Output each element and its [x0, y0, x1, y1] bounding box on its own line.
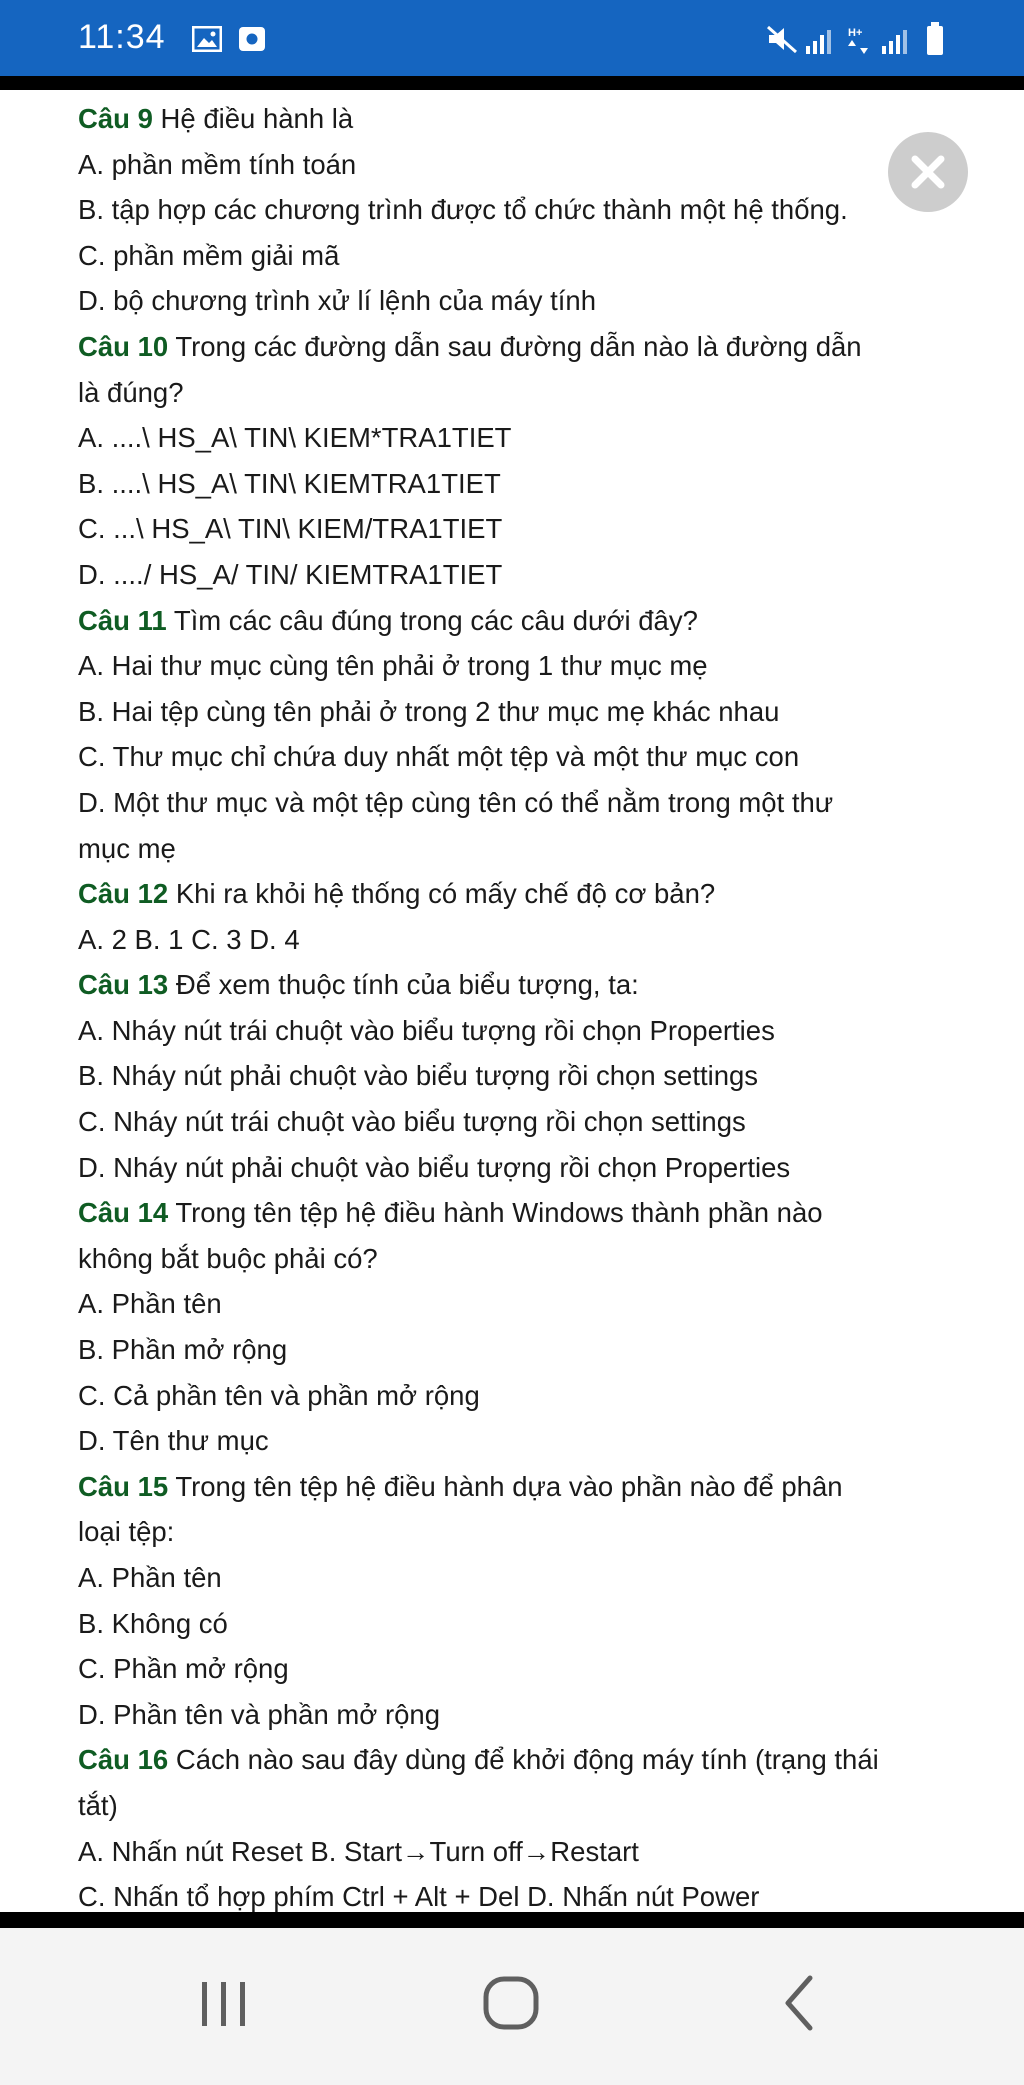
- line-text: A. Hai thư mục cùng tên phải ở trong 1 thư mục mẹ: [78, 650, 708, 682]
- answer-line: [78, 1099, 958, 1145]
- line-text: B. Phần mở rộng: [78, 1334, 288, 1366]
- signal-icon: [804, 30, 834, 59]
- question-label: Câu 9: [78, 103, 153, 134]
- line-text: C. Nháy nút trái chuột vào biểu tượng rồi chọn settings: [78, 1106, 746, 1138]
- line-text: mục mẹ: [78, 832, 176, 864]
- line-text: D. Nháy nút phải chuột vào biểu tượng rồi chọn Properties: [78, 1151, 791, 1183]
- line-text: D. Tên thư mục: [78, 1425, 269, 1457]
- line-text: A. Nhấn nút Reset B. Start→Turn off→Restart: [78, 1835, 639, 1867]
- close-icon: [888, 132, 968, 212]
- answer-line: [78, 142, 958, 188]
- question-line: [78, 324, 958, 370]
- back-icon: [748, 1958, 858, 2048]
- answer-line: [78, 917, 958, 963]
- recent-apps-icon: [170, 1958, 280, 2048]
- recent-apps-button[interactable]: [170, 1958, 280, 2048]
- answer-line: [78, 278, 958, 324]
- question-text: Trong các đường dẫn sau đường dẫn nào là đường dẫn: [168, 330, 862, 362]
- line-text: C. Nhấn tổ hợp phím Ctrl + Alt + Del D. Nhấn nút Power: [78, 1881, 760, 1913]
- home-button[interactable]: [456, 1958, 566, 2048]
- line-text: C. phần mềm giải mã: [78, 239, 340, 271]
- line-text: D. Phần tên và phần mở rộng: [78, 1698, 440, 1730]
- answer-line: [78, 415, 958, 461]
- question-line: [78, 962, 958, 1008]
- bottom-divider: [0, 1912, 1024, 1928]
- answer-line: [78, 1281, 958, 1327]
- line-text: C. Thư mục chỉ chứa duy nhất một tệp và một thư mục con: [78, 741, 800, 773]
- answer-line: [78, 1327, 958, 1373]
- answer-line: [78, 233, 958, 279]
- question-line: [78, 598, 958, 644]
- answer-line: [78, 1236, 958, 1282]
- question-line: [78, 96, 958, 142]
- status-time: 11:34: [78, 18, 166, 56]
- question-label: Câu 12: [78, 878, 169, 910]
- line-text: không bắt buộc phải có?: [78, 1242, 378, 1274]
- line-text: A. 2 B. 1 C. 3 D. 4: [78, 923, 300, 955]
- battery-icon: [926, 22, 944, 61]
- answer-line: [78, 1601, 958, 1647]
- answer-line: [78, 461, 958, 507]
- question-label: Câu 11: [78, 604, 167, 636]
- close-button[interactable]: [888, 132, 968, 212]
- line-text: C. Phần mở rộng: [78, 1653, 289, 1685]
- question-label: Câu 14: [78, 1197, 169, 1229]
- question-line: [78, 1464, 958, 1510]
- question-text: Trong tên tệp hệ điều hành dựa vào phần nào để phân: [168, 1470, 843, 1502]
- line-text: tắt): [78, 1789, 118, 1821]
- answer-line: [78, 187, 958, 233]
- question-label: Câu 15: [78, 1470, 169, 1502]
- answer-line: [78, 1555, 958, 1601]
- question-label: Câu 13: [78, 969, 169, 1001]
- answer-line: [78, 1008, 958, 1054]
- question-text: Tìm các câu đúng trong các câu dưới đây?: [166, 604, 698, 636]
- line-text: B. Hai tệp cùng tên phải ở trong 2 thư mục mẹ khác nhau: [78, 695, 780, 727]
- answer-line: [78, 1145, 958, 1191]
- answer-line: [78, 1783, 958, 1829]
- line-text: A. Phần tên: [78, 1288, 222, 1320]
- image-icon: [192, 26, 222, 57]
- line-text: C. ...\ HS_A\ TIN\ KIEM/TRA1TIET: [78, 513, 503, 545]
- svg-text:H+: H+: [848, 27, 863, 39]
- line-text: loại tệp:: [78, 1516, 175, 1548]
- answer-line: [78, 1692, 958, 1738]
- question-text: Hệ điều hành là: [152, 103, 354, 134]
- question-text: Khi ra khỏi hệ thống có mấy chế độ cơ bản?: [168, 878, 716, 910]
- document-page: [78, 96, 958, 1920]
- home-icon: [456, 1958, 566, 2048]
- line-text: D. ..../ HS_A/ TIN/ KIEMTRA1TIET: [78, 558, 503, 590]
- answer-line: [78, 1373, 958, 1419]
- line-text: D. Một thư mục và một tệp cùng tên có thể nằm trong một thư: [78, 786, 834, 818]
- answer-line: [78, 689, 958, 735]
- question-line: [78, 1737, 958, 1783]
- line-text: là đúng?: [78, 376, 184, 408]
- line-text: D. bộ chương trình xử lí lệnh của máy tính: [78, 285, 597, 317]
- answer-line: [78, 1829, 958, 1875]
- signal-2-icon: [880, 30, 910, 59]
- line-text: A. Nháy nút trái chuột vào biểu tượng rồi chọn Properties: [78, 1014, 775, 1046]
- question-label: Câu 10: [78, 330, 169, 362]
- status-bar: [0, 0, 1024, 76]
- back-button[interactable]: [748, 1958, 858, 2048]
- line-text: B. Không có: [78, 1607, 228, 1639]
- data-arrows-icon: [846, 24, 872, 61]
- answer-line: [78, 1053, 958, 1099]
- question-text: Cách nào sau đây dùng để khởi động máy tính (trạng thái: [168, 1744, 879, 1776]
- answer-line: [78, 1418, 958, 1464]
- line-text: A. phần mềm tính toán: [78, 148, 357, 180]
- mute-icon: [766, 24, 800, 59]
- line-text: B. ....\ HS_A\ TIN\ KIEMTRA1TIET: [78, 467, 501, 499]
- line-text: B. tập hợp các chương trình được tổ chức thành một hệ thống.: [78, 194, 848, 226]
- top-divider: [0, 76, 1024, 90]
- answer-line: [78, 734, 958, 780]
- question-line: [78, 871, 958, 917]
- answer-line: [78, 826, 958, 872]
- question-text: Trong tên tệp hệ điều hành Windows thành phần nào: [168, 1197, 823, 1229]
- navigation-bar: [0, 1928, 1024, 2085]
- line-text: B. Nháy nút phải chuột vào biểu tượng rồi chọn settings: [78, 1060, 759, 1092]
- answer-line: [78, 370, 958, 416]
- line-text: A. ....\ HS_A\ TIN\ KIEM*TRA1TIET: [78, 422, 512, 454]
- answer-line: [78, 1509, 958, 1555]
- line-text: C. Cả phần tên và phần mở rộng: [78, 1379, 480, 1411]
- question-text: Để xem thuộc tính của biểu tượng, ta:: [168, 969, 639, 1001]
- answer-line: [78, 1646, 958, 1692]
- camera-icon: [238, 26, 266, 57]
- answer-line: [78, 506, 958, 552]
- question-line: [78, 1190, 958, 1236]
- answer-line: [78, 780, 958, 826]
- question-label: Câu 16: [78, 1744, 169, 1776]
- line-text: A. Phần tên: [78, 1562, 222, 1593]
- answer-line: [78, 552, 958, 598]
- answer-line: [78, 643, 958, 689]
